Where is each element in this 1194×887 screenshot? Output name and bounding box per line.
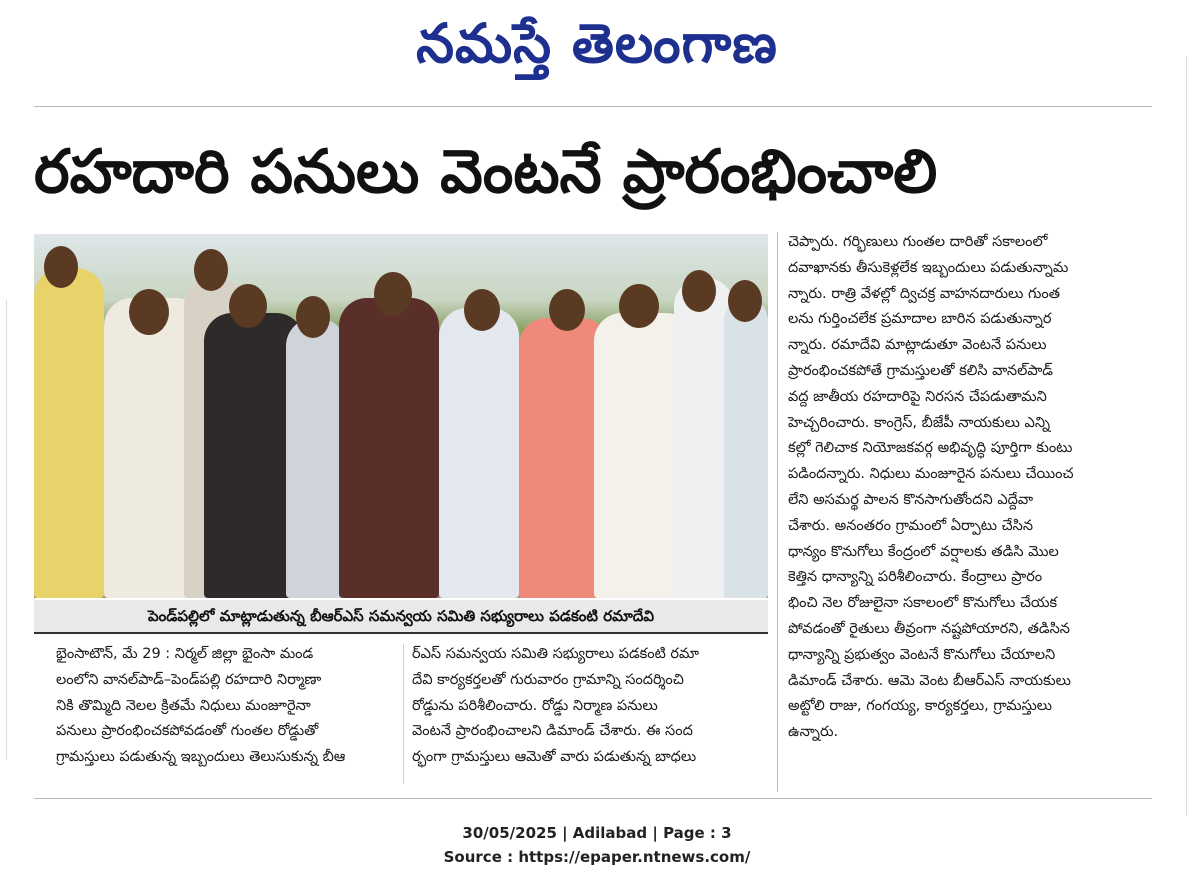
article-column-right [788, 230, 1152, 746]
article-line: భించి నెల రోజులైనా సకాలంలో కొనుగోలు చేయక [788, 595, 1058, 612]
article-line: హెచ్చరించారు. కాంగ్రెస్, బీజేపీ నాయకులు ఎన్ని [788, 414, 1050, 431]
source-link[interactable]: Source : https://epaper.ntnews.com/ [443, 848, 751, 866]
article-line: ర్‌ఎస్ సమన్వయ సమితి సభ్యురాలు పడకంటి రమా [412, 646, 700, 662]
article-line: లంలోని వానల్‌పాడ్‌–పెండ్‌పల్లి రహదారి నిర్మాణా [56, 671, 322, 688]
article-line: ప్రారంభించకపోతే గ్రామస్తులతో కలిసి వానల్‌పాడ్ [788, 362, 1054, 379]
article-line: భైంసాటౌన్, మే 29 : నిర్మల్ జిల్లా భైంసా మండ [56, 646, 314, 662]
article-photo [34, 234, 768, 598]
article-line: న్నారు. రాత్రి వేళల్లో ద్విచక్ర వాహనదారులు గుంత [788, 285, 1061, 302]
article-line: దవాఖానకు తీసుకెళ్లలేక ఇబ్బందులు పడుతున్నామ [788, 259, 1069, 276]
photo-caption: పెండ్‌పల్లిలో మాట్లాడుతున్న బీఆర్‌ఎస్ సమన్వయ సమితి సభ్యురాలు పడకంటి రమాదేవి [34, 600, 768, 634]
article-line: కెత్తిన ధాన్యాన్ని పరిశీలించారు. కేంద్రాలు ప్రారం [788, 569, 1043, 586]
article-line: గ్రామస్తులు పడుతున్న ఇబ్బందులు తెలుసుకున్న బీఆ [56, 749, 346, 766]
article-line: వెంటనే ప్రారంభించాలని డిమాండ్ చేశారు. ఈ సంద [412, 723, 693, 740]
article-line: రోడ్డును పరిశీలించారు. రోడ్డు నిర్మాణ పనులు [412, 697, 658, 714]
masthead-divider [34, 106, 1152, 107]
column-divider [403, 644, 404, 784]
article-line: న్నారు. రమాదేవి మాట్లాడుతూ వెంటనే పనులు [788, 337, 1047, 354]
article-line: డిమాండ్ చేశారు. ఆమె వెంట బీఆర్‌ఎస్ నాయకులు [788, 672, 1071, 689]
article-line: కల్లో గెలిచాక నియోజకవర్గ అభివృద్ధి పూర్తిగా కుంటు [788, 440, 1073, 457]
article-line: నికి తొమ్మిది నెలల క్రితమే నిధులు మంజూరైనా [56, 697, 311, 714]
article-column-middle [412, 642, 768, 771]
page-edge-left [6, 300, 7, 760]
article-line: ధాన్యం కొనుగోలు కేంద్రంలో వర్షాలకు తడిసి మొల [788, 543, 1059, 560]
article-line: ధాన్యాన్ని ప్రభుత్వం వెంటనే కొనుగోలు చేయాలని [788, 646, 1056, 663]
article-line: చెప్పారు. గర్భిణులు గుంతల దారితో సకాలంలో [788, 234, 1048, 250]
article-line: ఉన్నారు. [788, 724, 839, 741]
edition-info: 30/05/2025 | Adilabad | Page : 3 [462, 824, 732, 842]
article-line: పడిందన్నారు. నిధులు మంజూరైన పనులు చేయించ [788, 466, 1074, 483]
article-line: వద్ద జాతీయ రహదారిపై నిరసన చేపడుతామని [788, 388, 1047, 405]
article-line: లేని అసమర్థ పాలన కొనసాగుతోందని ఎద్దేవా [788, 491, 1034, 508]
article-column-left [56, 642, 396, 771]
article-line: లను గుర్తించలేక ప్రమాదాల బారిన పడుతున్నార [788, 311, 1052, 328]
article-line: అట్టోలి రాజు, గంగయ్య, కార్యకర్తలు, గ్రామస్తులు [788, 698, 1053, 715]
article-headline: రహదారి పనులు వెంటనే ప్రారంభించాలి [34, 137, 938, 207]
article-line: చేశారు. అనంతరం గ్రామంలో ఏర్పాటు చేసిన [788, 517, 1034, 534]
article-line: పోవడంతో రైతులు తీవ్రంగా నష్టపోయారని, తడిసిన [788, 620, 1070, 637]
column-divider [777, 232, 778, 792]
article-line: పనులు ప్రారంభించకపోవడంతో గుంతల రోడ్డుతో [56, 723, 319, 740]
newspaper-masthead: నమస్తే తెలంగాణ [416, 12, 778, 75]
footer-divider [34, 798, 1152, 799]
article-line: ర్భంగా గ్రామస్తులు ఆమెతో వారు పడుతున్న బాధలు [412, 749, 697, 766]
article-line: దేవి కార్యకర్తలతో గురువారం గ్రామాన్ని సందర్శించి [412, 671, 684, 688]
page-edge-right [1186, 56, 1187, 816]
